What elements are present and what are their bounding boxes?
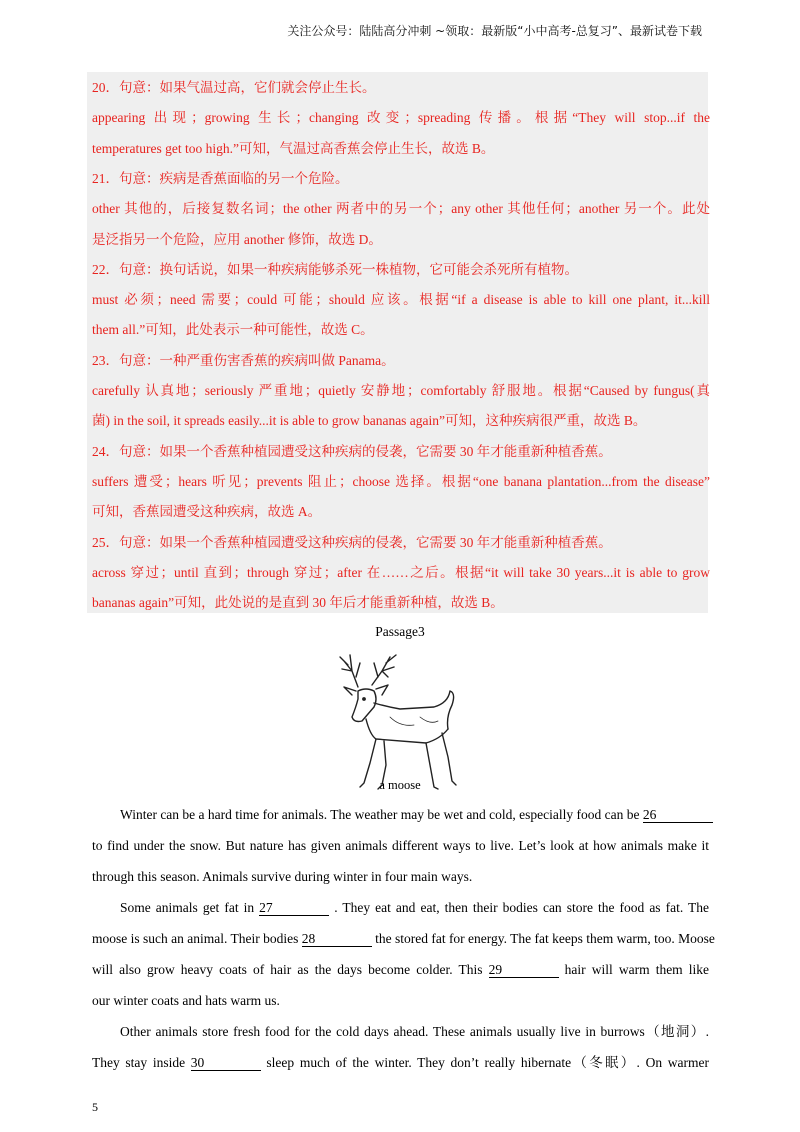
passage-line <box>92 869 709 885</box>
blank-26: 26 <box>643 808 713 823</box>
passage-text-segment: . They eat and eat, then their bodies can store the food as fat. The <box>334 900 709 915</box>
passage-line <box>92 993 709 1009</box>
answer-line: 是泛指另一个危险，应用 another 修饰，故选 D。 <box>92 231 382 247</box>
passage-line <box>92 838 709 854</box>
answer-line: 23．句意：一种严重伤害香蕉的疾病叫做 Panama。 <box>92 352 395 368</box>
passage-text-segment: moose is such an animal. Their bodies <box>92 931 299 946</box>
answer-line: suffers 遭受；hears 听见；prevents 阻止；choose 选择。根据“one banana plantation...from the disease” <box>92 473 710 489</box>
page-number: 5 <box>92 1100 98 1114</box>
blank-30: 30 <box>191 1056 261 1071</box>
passage-line <box>92 1055 709 1071</box>
answer-line: 25．句意：如果一个香蕉种植园遭受这种疾病的侵袭，它需要 30 年才能重新种植香蕉。 <box>92 534 612 550</box>
passage-line <box>120 807 709 823</box>
passage-text-segment: Some animals get fat in <box>120 900 255 915</box>
passage-text-segment: Other animals store fresh food for the cold days ahead. These animals usually live in burrows（地洞）. <box>120 1024 709 1039</box>
answer-line: 菌) in the soil, it spreads easily...it is able to grow bananas again”可知，这种疾病很严重，故选 B。 <box>92 413 647 429</box>
answer-line: 20．句意：如果气温过高，它们就会停止生长。 <box>92 80 376 95</box>
passage-text-segment: through this season. Animals survive during winter in four main ways. <box>92 869 473 884</box>
answer-line: across 穿过；until 直到；through 穿过；after 在……之后。根据“it will take 30 years...it is able to grow <box>92 564 710 580</box>
answer-line: must 必须；need 需要；could 可能；should 应该。根据“if a disease is able to kill one plant, it...kill <box>92 292 710 308</box>
blank-28: 28 <box>302 932 372 947</box>
passage-text-segment: sleep much of the winter. They don’t really hibernate（冬眠）. On warmer <box>266 1055 710 1070</box>
answer-line: temperatures get too high.”可知，气温过高香蕉会停止生长，故选 B。 <box>92 140 495 156</box>
passage-line <box>92 931 715 947</box>
answer-line: carefully 认真地；seriously 严重地；quietly 安静地；comfortably 舒服地。根据“Caused by fungus(真 <box>92 383 710 398</box>
answer-line: appearing 出现；growing 生长；changing 改变；spreading 传播。根据“They will stop...if the <box>92 110 710 126</box>
passage-text-segment: the stored fat for energy. The fat keeps them warm, too. Moose <box>375 931 715 946</box>
passage-text-segment: to find under the snow. But nature has given animals different ways to live. Let’s look at how animals make it <box>92 838 709 853</box>
passage-text-segment: hair will warm them like <box>564 962 710 977</box>
answer-line: them all.”可知，此处表示一种可能性，故选 C。 <box>92 322 374 338</box>
moose-illustration <box>330 647 466 793</box>
passage-line <box>120 1024 709 1040</box>
page-header: 关注公众号：陆陆高分冲刺 ~领取：最新版“小中高考-总复习”、最新试卷下载 <box>287 24 702 38</box>
figure-caption: a moose <box>379 778 421 792</box>
passage-text-segment: Winter can be a hard time for animals. The weather may be wet and cold, especially food can be <box>120 807 640 822</box>
answer-line: bananas again”可知，此处说的是直到 30 年后才能重新种植，故选 B。 <box>92 595 504 611</box>
answer-line: 24．句意：如果一个香蕉种植园遭受这种疾病的侵袭，它需要 30 年才能重新种植香蕉。 <box>92 443 612 459</box>
passage-line <box>92 962 709 978</box>
passage-title: Passage3 <box>375 624 425 639</box>
blank-29: 29 <box>489 963 559 978</box>
passage-line <box>120 900 709 916</box>
answer-line: 21．句意：疾病是香蕉面临的另一个危险。 <box>92 170 349 186</box>
answer-line: other 其他的，后接复数名词；the other 两者中的另一个；any other 其他任何；another 另一个。此处 <box>92 201 710 217</box>
passage-text-segment: will also grow heavy coats of hair as the days become colder. This <box>92 962 483 977</box>
passage-text-segment: They stay inside <box>92 1055 186 1070</box>
blank-27: 27 <box>259 901 329 916</box>
passage-text-segment: our winter coats and hats warm us. <box>92 993 280 1008</box>
answer-line: 22．句意：换句话说，如果一种疾病能够杀死一株植物，它可能会杀死所有植物。 <box>92 261 578 277</box>
answer-line: 可知，香蕉园遭受这种疾病，故选 A。 <box>92 504 322 520</box>
